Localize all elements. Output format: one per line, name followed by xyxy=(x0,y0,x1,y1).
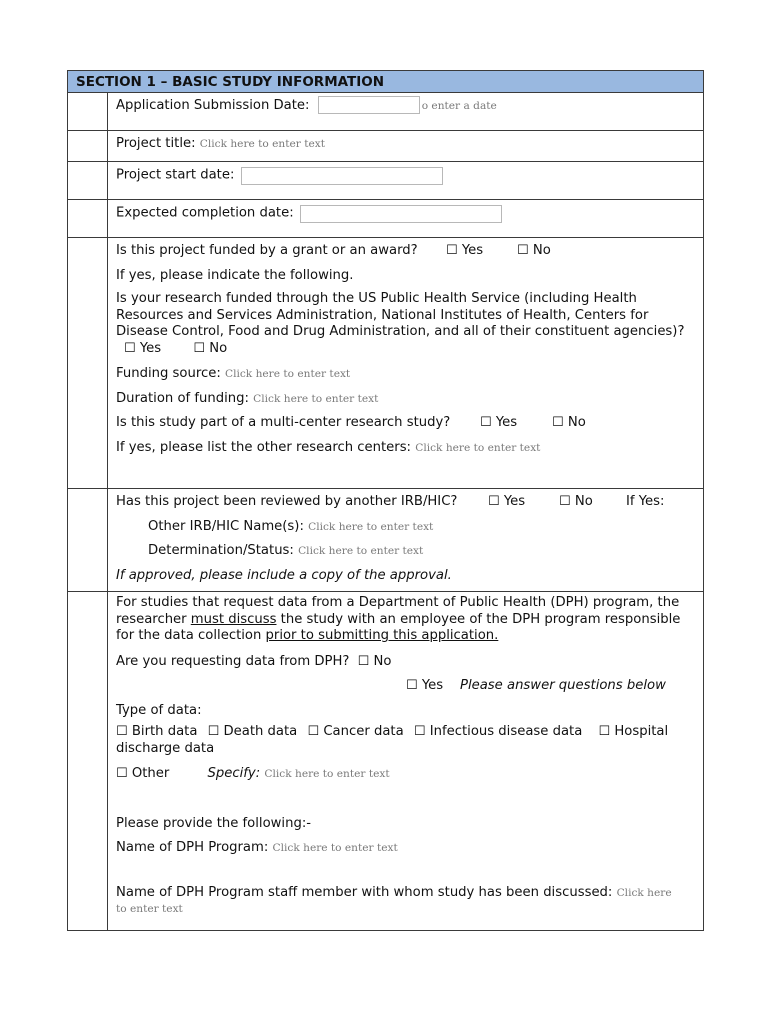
completion-date-field[interactable] xyxy=(300,205,502,223)
other-data-option[interactable] xyxy=(116,766,169,781)
birth-data-option[interactable] xyxy=(116,724,197,739)
project-title-label: Project title: xyxy=(116,136,196,151)
research-centers-field[interactable]: Click here to enter text xyxy=(415,441,541,454)
basic-study-information-table xyxy=(67,70,704,931)
funding-source-field[interactable]: Click here to enter text xyxy=(224,368,351,380)
hospital-discharge-label: Hospital discharge data xyxy=(116,724,669,756)
funding-source-label: Funding source: xyxy=(116,366,221,381)
dph-intro xyxy=(116,595,697,645)
death-data-checkbox[interactable]: ☐ xyxy=(207,724,220,739)
death-data-label: Death data xyxy=(223,724,298,739)
dph-staff-label: Name of DPH Program staff member with whom study has been discussed: xyxy=(116,884,613,900)
multicenter-yes-checkbox[interactable]: ☐ xyxy=(480,415,492,430)
row-dph xyxy=(68,592,703,930)
phs-yes-checkbox[interactable]: ☐ xyxy=(124,340,136,356)
row-completion-date xyxy=(68,200,703,238)
infectious-disease-label: Infectious disease data xyxy=(429,724,583,739)
dph-type-label: Type of data: xyxy=(116,702,202,718)
irb-yes-option[interactable] xyxy=(488,491,525,513)
funded-no-option[interactable] xyxy=(517,240,551,262)
irb-no-label: No xyxy=(574,494,593,509)
start-date-label: Project start date: xyxy=(116,167,235,183)
funded-question: Is this project funded by a grant or an award? xyxy=(116,243,418,258)
irb-status-label: Determination/Status: xyxy=(148,543,294,558)
death-data-option[interactable] xyxy=(208,724,298,739)
project-title-field[interactable]: Click here to enter text xyxy=(199,138,325,150)
irb-yes-checkbox[interactable]: ☐ xyxy=(488,494,500,509)
research-centers-label: If yes, please list the other research centers: xyxy=(116,439,412,455)
birth-data-label: Birth data xyxy=(131,724,198,739)
funded-yes-option[interactable] xyxy=(446,240,483,262)
infectious-disease-option[interactable] xyxy=(414,724,582,739)
submission-date-field[interactable] xyxy=(318,96,420,114)
birth-data-checkbox[interactable]: ☐ xyxy=(116,724,128,739)
section-header: SECTION 1 – BASIC STUDY INFORMATION xyxy=(68,71,703,93)
cancer-data-checkbox[interactable]: ☐ xyxy=(307,724,320,739)
row-funding xyxy=(68,238,703,489)
other-data-label: Other xyxy=(131,766,170,781)
dph-must-discuss: must discuss xyxy=(190,611,277,627)
irb-no-option[interactable] xyxy=(559,491,593,513)
cancer-data-label: Cancer data xyxy=(323,724,404,739)
funded-yes-checkbox[interactable]: ☐ xyxy=(446,243,458,258)
dph-staff-field[interactable]: Click here xyxy=(616,886,672,899)
phs-no-option[interactable] xyxy=(193,341,227,356)
other-data-checkbox[interactable]: ☐ xyxy=(116,766,128,781)
phs-question: Is your research funded through the US Public Health Service (including Health Resources and Services Administration, National Institutes of Health, Centers for Disease Control, Food and Drug Administration, and all of their constituent agencies)? xyxy=(116,291,685,339)
phs-no-label: No xyxy=(209,340,228,356)
irb-approval-note: If approved, please include a copy of the approval. xyxy=(116,567,452,583)
dph-no-option[interactable] xyxy=(358,654,392,669)
dph-data-types xyxy=(116,724,697,757)
completion-date-label: Expected completion date: xyxy=(116,205,294,221)
dph-yes-checkbox[interactable]: ☐ xyxy=(406,678,418,693)
submission-date-label: Application Submission Date: xyxy=(116,98,310,113)
submission-date-placeholder[interactable]: o enter a date xyxy=(421,100,497,112)
irb-names-field[interactable]: Click here to enter text xyxy=(308,520,434,533)
cancer-data-option[interactable] xyxy=(307,724,403,739)
provide-following: Please provide the following:- xyxy=(116,815,312,831)
funded-no-label: No xyxy=(532,243,551,258)
row-irb xyxy=(68,489,703,592)
multicenter-no-option[interactable] xyxy=(552,412,586,434)
dph-no-checkbox[interactable]: ☐ xyxy=(357,653,370,669)
multicenter-no-label: No xyxy=(567,415,586,430)
row-submission-date xyxy=(68,93,703,131)
phs-yes-label: Yes xyxy=(139,340,162,356)
dph-program-field[interactable]: Click here to enter text xyxy=(272,842,398,854)
start-date-field[interactable] xyxy=(241,167,443,185)
irb-question: Has this project been reviewed by another IRB/HIC? xyxy=(116,494,458,509)
irb-names-label: Other IRB/HIC Name(s): xyxy=(148,518,304,534)
row-project-title xyxy=(68,131,703,162)
dph-staff-field-continued[interactable]: to enter text xyxy=(116,902,183,915)
dph-prior-submitting: prior to submitting this application. xyxy=(265,628,499,643)
irb-yes-label: Yes xyxy=(503,494,526,509)
specify-field[interactable]: Click here to enter text xyxy=(264,768,390,780)
multicenter-yes-option[interactable] xyxy=(480,412,517,434)
dph-program-label: Name of DPH Program: xyxy=(116,840,269,855)
dph-intro-text-1: For studies that request data from a Department of Public Health (DPH) program, the researcher xyxy=(116,595,680,627)
dph-yes-option[interactable] xyxy=(406,675,443,697)
infectious-disease-checkbox[interactable]: ☐ xyxy=(413,724,426,739)
dph-yes-label: Yes xyxy=(421,678,444,693)
dph-no-label: No xyxy=(373,653,392,669)
specify-label: Specify: xyxy=(207,766,261,781)
phs-no-checkbox[interactable]: ☐ xyxy=(193,340,206,356)
phs-yes-option[interactable] xyxy=(124,341,161,356)
funding-duration-field[interactable]: Click here to enter text xyxy=(253,392,379,405)
multicenter-no-checkbox[interactable]: ☐ xyxy=(552,415,564,430)
irb-no-checkbox[interactable]: ☐ xyxy=(559,494,571,509)
hospital-discharge-checkbox[interactable]: ☐ xyxy=(598,724,611,739)
multicenter-yes-label: Yes xyxy=(495,415,518,430)
funded-yes-label: Yes xyxy=(461,243,484,258)
irb-if-yes: If Yes: xyxy=(626,494,665,509)
funding-if-yes: If yes, please indicate the following. xyxy=(116,267,354,283)
row-start-date xyxy=(68,162,703,200)
multicenter-question: Is this study part of a multi-center research study? xyxy=(116,415,451,430)
funded-no-checkbox[interactable]: ☐ xyxy=(517,243,529,258)
dph-answer-below: Please answer questions below xyxy=(460,678,666,693)
irb-status-field[interactable]: Click here to enter text xyxy=(298,545,424,557)
funding-duration-label: Duration of funding: xyxy=(116,390,249,406)
dph-request-question: Are you requesting data from DPH? xyxy=(116,653,350,669)
dph-intro-text-2: the study with an employee of the DPH program responsible for the data collection xyxy=(116,611,681,643)
